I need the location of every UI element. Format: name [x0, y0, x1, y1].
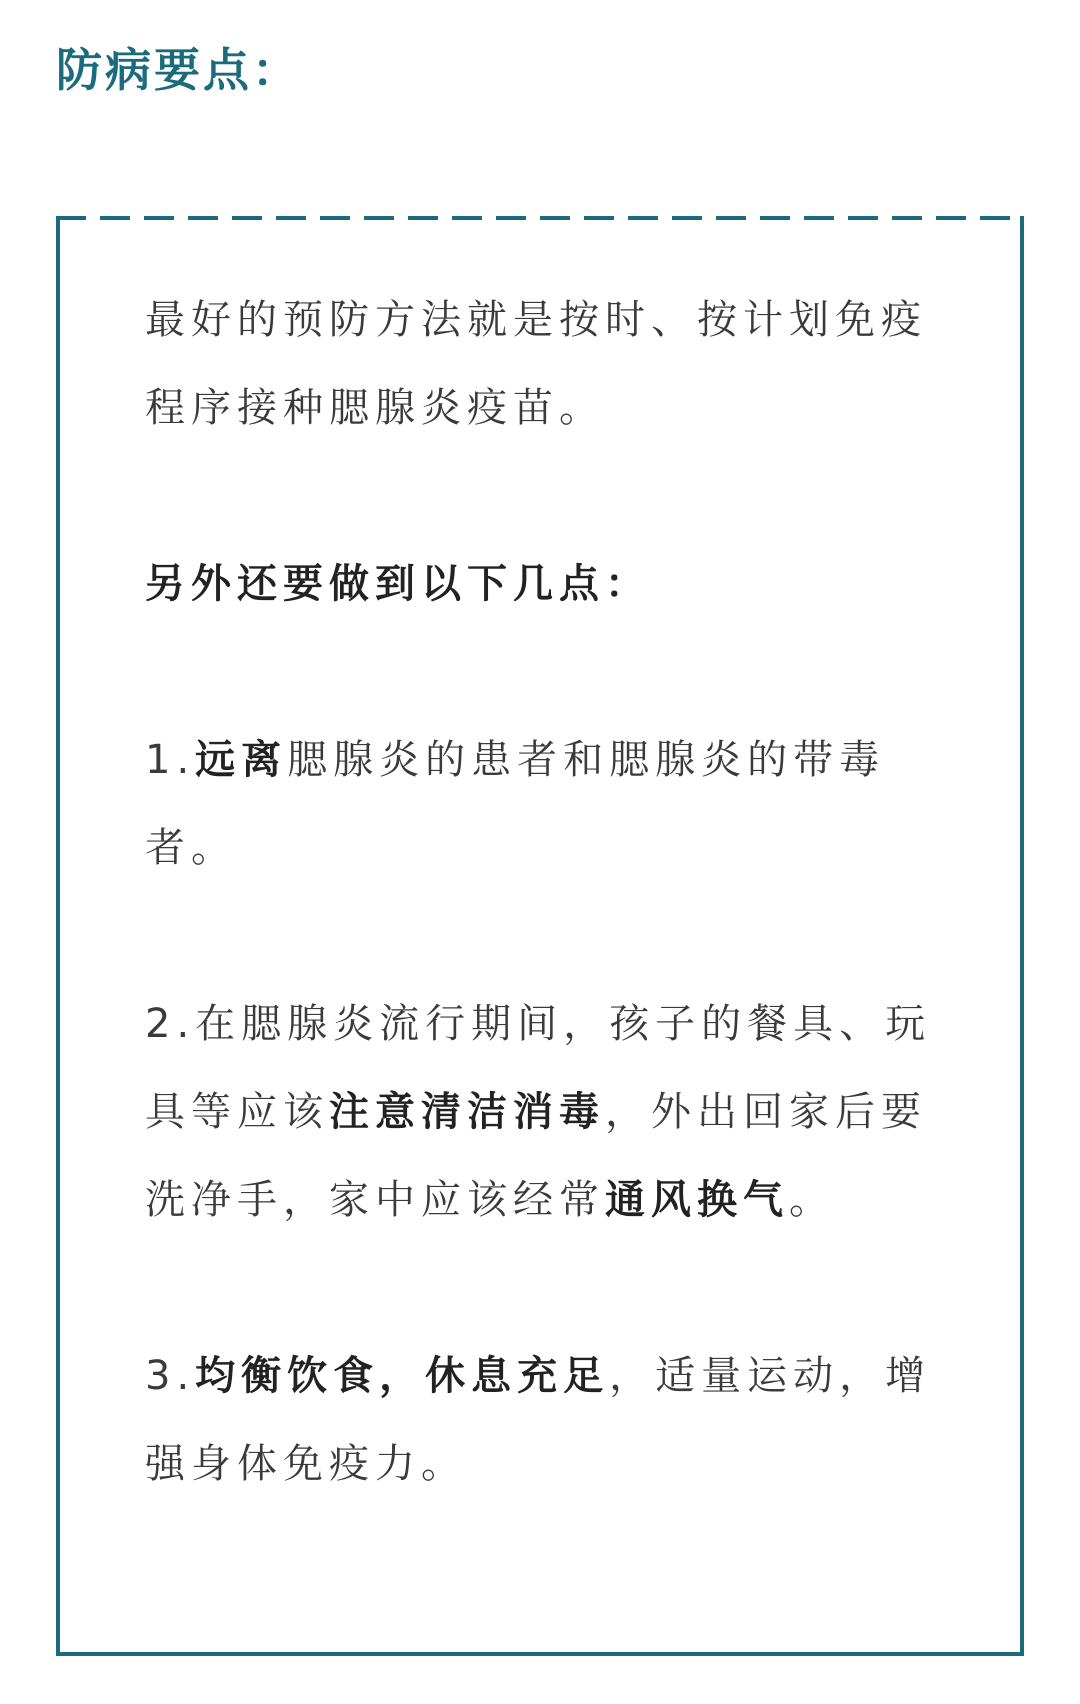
tip-2-text-1: 2.在腮腺炎流行期间，孩子的餐具、玩具等应该: [145, 1001, 932, 1135]
tips-content: [145, 276, 945, 1508]
section-heading: 防病要点：: [56, 43, 301, 97]
tip-2-text-2: ，外出回家后要洗净手，家中应该经常: [145, 1089, 927, 1223]
tip-item-1: [145, 716, 945, 892]
tip-item-3: [145, 1332, 945, 1508]
tip-2-text-3: 。: [789, 1177, 835, 1223]
subheading: 另外还要做到以下几点：: [145, 561, 651, 607]
tip-1-text: 腮腺炎的患者和腮腺炎的带毒者。: [145, 737, 886, 871]
tip-3-prefix: 3.: [145, 1353, 196, 1399]
tip-2-bold-1: 注意清洁消毒: [329, 1089, 605, 1135]
tip-3-bold: 均衡饮食，休息充足: [195, 1353, 610, 1399]
tip-3-text: ，适量运动，增强身体免疫力。: [145, 1353, 932, 1487]
tip-2-bold-2: 通风换气: [605, 1177, 789, 1223]
intro-paragraph: 最好的预防方法就是按时、按计划免疫程序接种腮腺炎疫苗。: [145, 297, 927, 431]
tip-1-bold: 远离: [195, 737, 288, 783]
tip-item-2: [145, 980, 945, 1244]
dashed-top-border: [56, 216, 1024, 220]
tip-1-prefix: 1.: [145, 737, 196, 783]
